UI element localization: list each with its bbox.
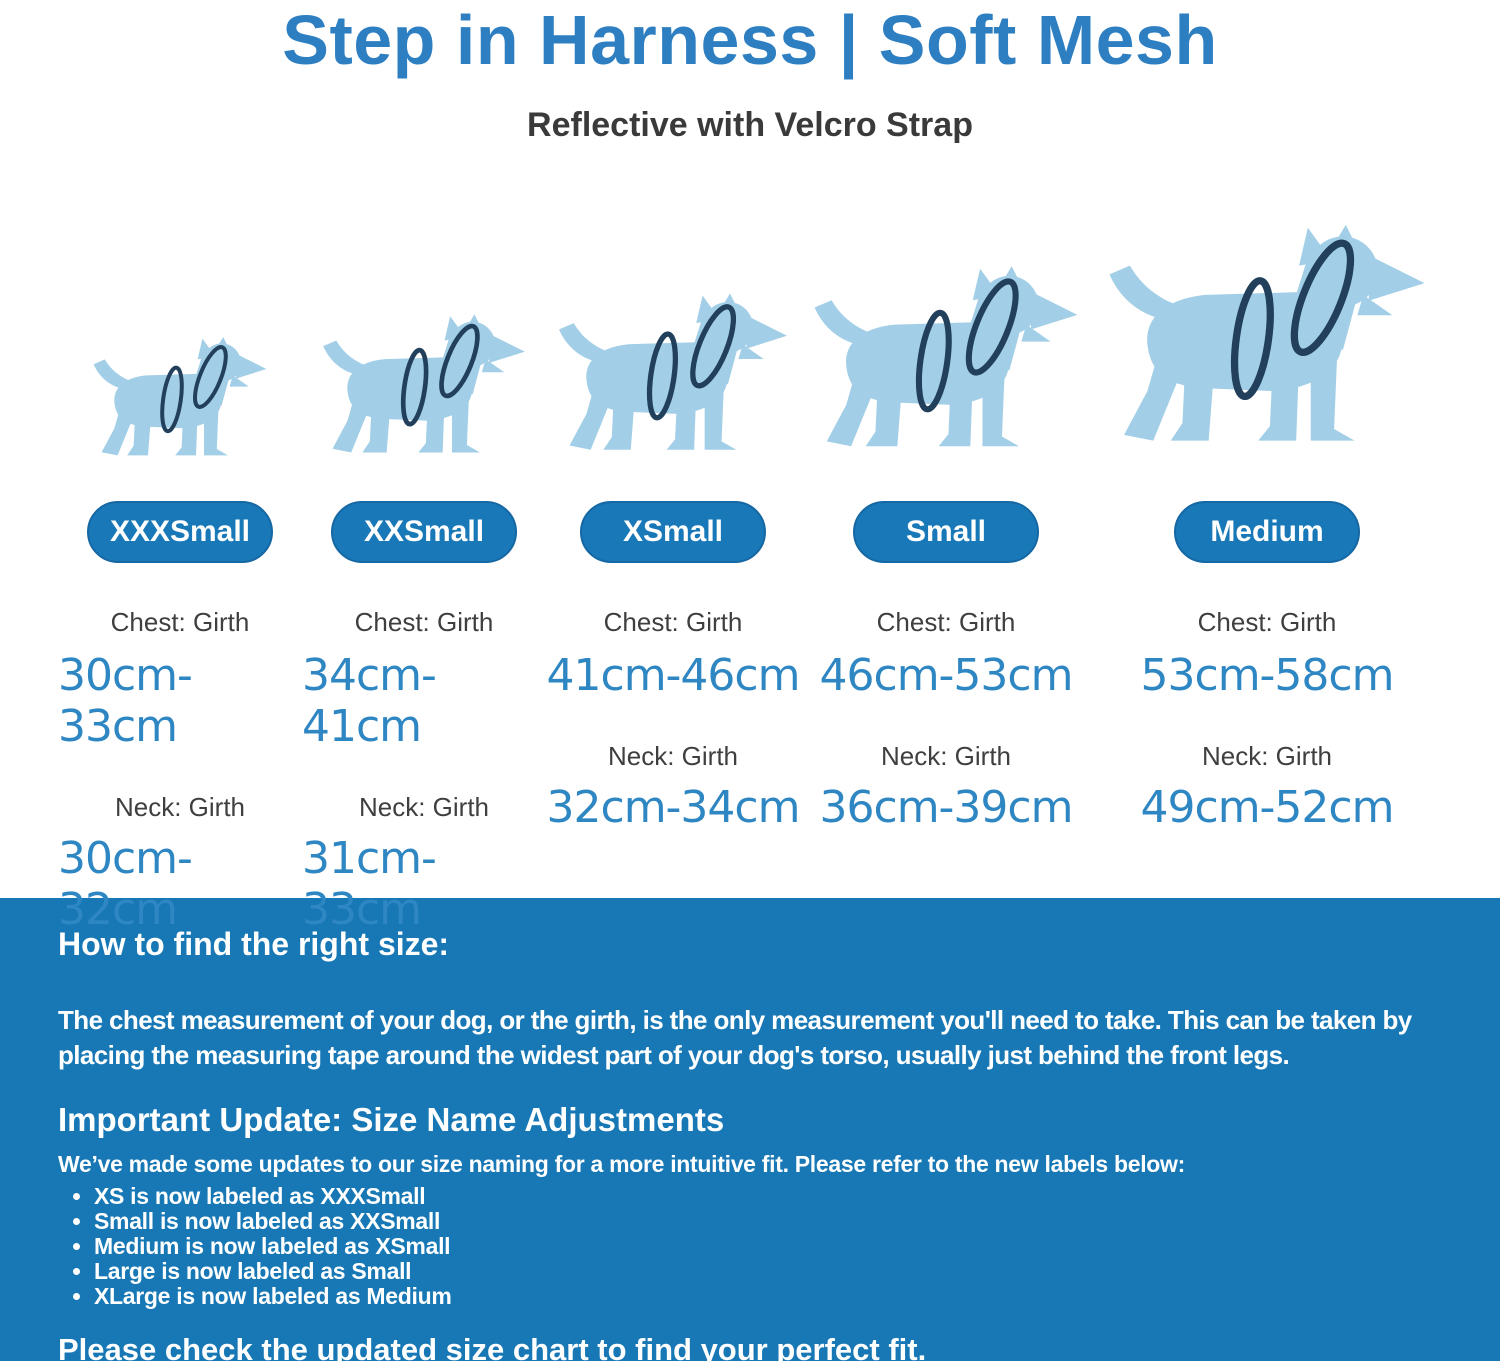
- chest-value: 41cm-46cm: [546, 649, 800, 701]
- page-title: Step in Harness | Soft Mesh: [282, 1, 1218, 79]
- chest-caption: Chest: Girth: [603, 606, 743, 637]
- dog-silhouette-icon: [312, 305, 536, 473]
- update-list: [58, 1184, 1450, 1308]
- neck-value: 32cm-34cm: [546, 781, 800, 833]
- size-column-xxsmall: [302, 169, 546, 935]
- dog-silhouette-icon: [800, 254, 1092, 473]
- dog-silhouette-icon: [84, 329, 276, 473]
- size-column-medium: [1092, 169, 1442, 935]
- update-heading: Important Update: Size Name Adjustments: [58, 1101, 725, 1139]
- update-item: • Medium is now labeled as XSmall: [94, 1234, 1450, 1258]
- size-pill: XXSmall: [331, 501, 517, 563]
- neck-value: 49cm-52cm: [1140, 781, 1394, 833]
- footer-note: Please check the updated size chart to find your perfect fit.: [58, 1332, 927, 1368]
- update-item: • XLarge is now labeled as Medium: [94, 1284, 1450, 1308]
- size-pill: XXXSmall: [87, 501, 273, 563]
- info-heading: How to find the right size:: [58, 926, 450, 962]
- neck-caption: Neck: Girth: [607, 740, 739, 771]
- neck-caption: Neck: Girth: [114, 791, 246, 822]
- chest-caption: Chest: Girth: [110, 606, 250, 637]
- neck-value: 36cm-39cm: [819, 781, 1073, 833]
- chest-caption: Chest: Girth: [1197, 606, 1337, 637]
- update-item: • XS is now labeled as XXXSmall: [94, 1184, 1450, 1208]
- info-panel: [0, 898, 1500, 1368]
- neck-caption: Neck: Girth: [1201, 740, 1333, 771]
- size-pill: Medium: [1174, 501, 1360, 563]
- size-pill: Small: [853, 501, 1039, 563]
- neck-value: 31cm-33cm: [302, 832, 436, 935]
- chest-caption: Chest: Girth: [876, 606, 1016, 637]
- dog-silhouette-icon: [1092, 210, 1442, 473]
- size-column-xxxsmall: [58, 169, 302, 935]
- neck-value: 30cm-32cm: [58, 832, 192, 935]
- chest-value: 46cm-53cm: [819, 649, 1073, 701]
- dog-silhouette-icon: [546, 283, 800, 473]
- size-pill: XSmall: [580, 501, 766, 563]
- size-column-small: [800, 169, 1092, 935]
- size-columns: [0, 169, 1500, 935]
- info-body: The chest measurement of your dog, or the girth, is the only measurement you'll need to take. This can be taken by placing the measuring tape around the widest part of your dog's torso, usually just behind the front legs.: [58, 1005, 1412, 1071]
- update-item: • Large is now labeled as Small: [94, 1259, 1450, 1283]
- chest-caption: Chest: Girth: [354, 606, 494, 637]
- update-item: • Small is now labeled as XXSmall: [94, 1209, 1450, 1233]
- size-column-xsmall: [546, 169, 800, 935]
- chest-value: 30cm-33cm: [58, 649, 192, 752]
- neck-caption: Neck: Girth: [358, 791, 490, 822]
- chest-value: 53cm-58cm: [1140, 649, 1394, 701]
- update-intro: We’ve made some updates to our size naming for a more intuitive fit. Please refer to the new labels below:: [58, 1151, 1186, 1178]
- chest-value: 34cm-41cm: [302, 649, 436, 752]
- neck-caption: Neck: Girth: [880, 740, 1012, 771]
- page-subtitle: Reflective with Velcro Strap: [527, 105, 973, 144]
